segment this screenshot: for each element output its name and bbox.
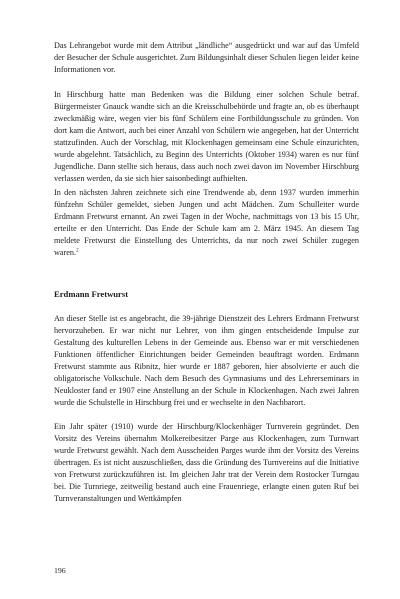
section-heading: Erdmann Fretwurst: [54, 289, 129, 299]
paragraph-trendwende-text: In den nächsten Jahren zeichnete sich eine Trendwende ab, denn 1937 wurden immerhin fünfzehn Schüler gemeldet, sieben Jungen und acht Mädchen. Zum Schulleiter wurde Erdmann Fretwurst ernannt. An zwei Tagen in der Woche, nachmittags von 13 bis 15 Uhr, erteilte er den Unterricht. Das Ende der Schule kam am 2. März 1945. An diesem Tag meldete Fretwurst die Einstellung des Unterrichts, da nur noch zwei Schüler zugegen waren.: [54, 188, 359, 257]
footnote-reference: 2: [76, 248, 79, 254]
paragraph-intro: Das Lehrangebot wurde mit dem Attribut „ländliche“ ausgedrückt und war auf das Umfeld der Besucher der Schule ausgerichtet. Zum Bildungsinhalt dieser Schulen liegen leider keine Informationen vor.: [54, 41, 359, 74]
paragraph-turnverein: Ein Jahr später (1910) wurde der Hirschburg/Klockenhäger Turnverein gegründet. Den Vorsitz des Vereins übernahm Molkereibesitzer Parge aus Klockenhagen, zum Turnwart wurde Fretwurst gewählt. Nach dem Ausscheiden Parges wurde ihm der Vorsitz des Vereins übertragen. Es ist nicht auszuschließen, dass die Gründung des Turnvereins auf die Initiative von Fretwurst zurückzuführen ist. Im gleichen Jahr trat der Verein dem Rostocker Turngau bei. Die Turnriege, zeitweilig bestand auch eine Frauenriege, erlangte einen guten Ruf bei Turnveranstaltungen und Wettkämpfen: [54, 422, 359, 503]
paragraph-hirschburg: In Hirschburg hatte man Bedenken was die Bildung einer solchen Schule betraf. Bürgermeister Gnauck wandte sich an die Kreisschulbehörde und fragte an, ob es überhaupt zweckmäßig wäre, wegen vier bis fünf Schülern eine Fortbildungsschule zu gründen. Von dort kam die Antwort, auch bei einer Anzahl von Schülern wie angegeben, hat der Unterricht stattzufinden. Auch der Vorschlag, mit Klockenhagen gemeinsam eine Schule einzurichten, wurde abgelehnt. Tatsächlich, zu Beginn des Unterrichts (Oktober 1934) waren es nur fünf Jugendliche. Dann stellte sich heraus, dass auch noch zwei davon im November Hirschburg verlassen werden, da sie sich hier saisonbedingt aufhielten.: [54, 90, 359, 183]
paragraph-trendwende: [54, 187, 359, 259]
paragraph-fretwurst-bio: An dieser Stelle ist es angebracht, die 39-jährige Dienstzeit des Lehrers Erdmann Fretwurst hervorzuheben. Er war nicht nur Lehrer, von ihm gingen entscheidende Impulse zur Gestaltung des kulturellen Lebens in der Gemeinde aus. Ebenso war er mit verschiedenen Funktionen öffentlicher Einrichtungen beider Gemeinden beauftragt worden. Erdmann Fretwurst stammte aus Ribnitz, hier wurde er 1887 geboren, hier absolvierte er auch die obligatorische Volkschule. Nach dem Besuch des Gymnasiums und des Lehrerseminars in Neukloster fand er 1907 eine Anstellung an der Schule in Klockenhagen. Nach zwei Jahren wurde die Schulstelle in Hirschburg frei und er wechselte in den Nachbarort.: [54, 314, 359, 407]
page-number: 196: [54, 566, 66, 575]
